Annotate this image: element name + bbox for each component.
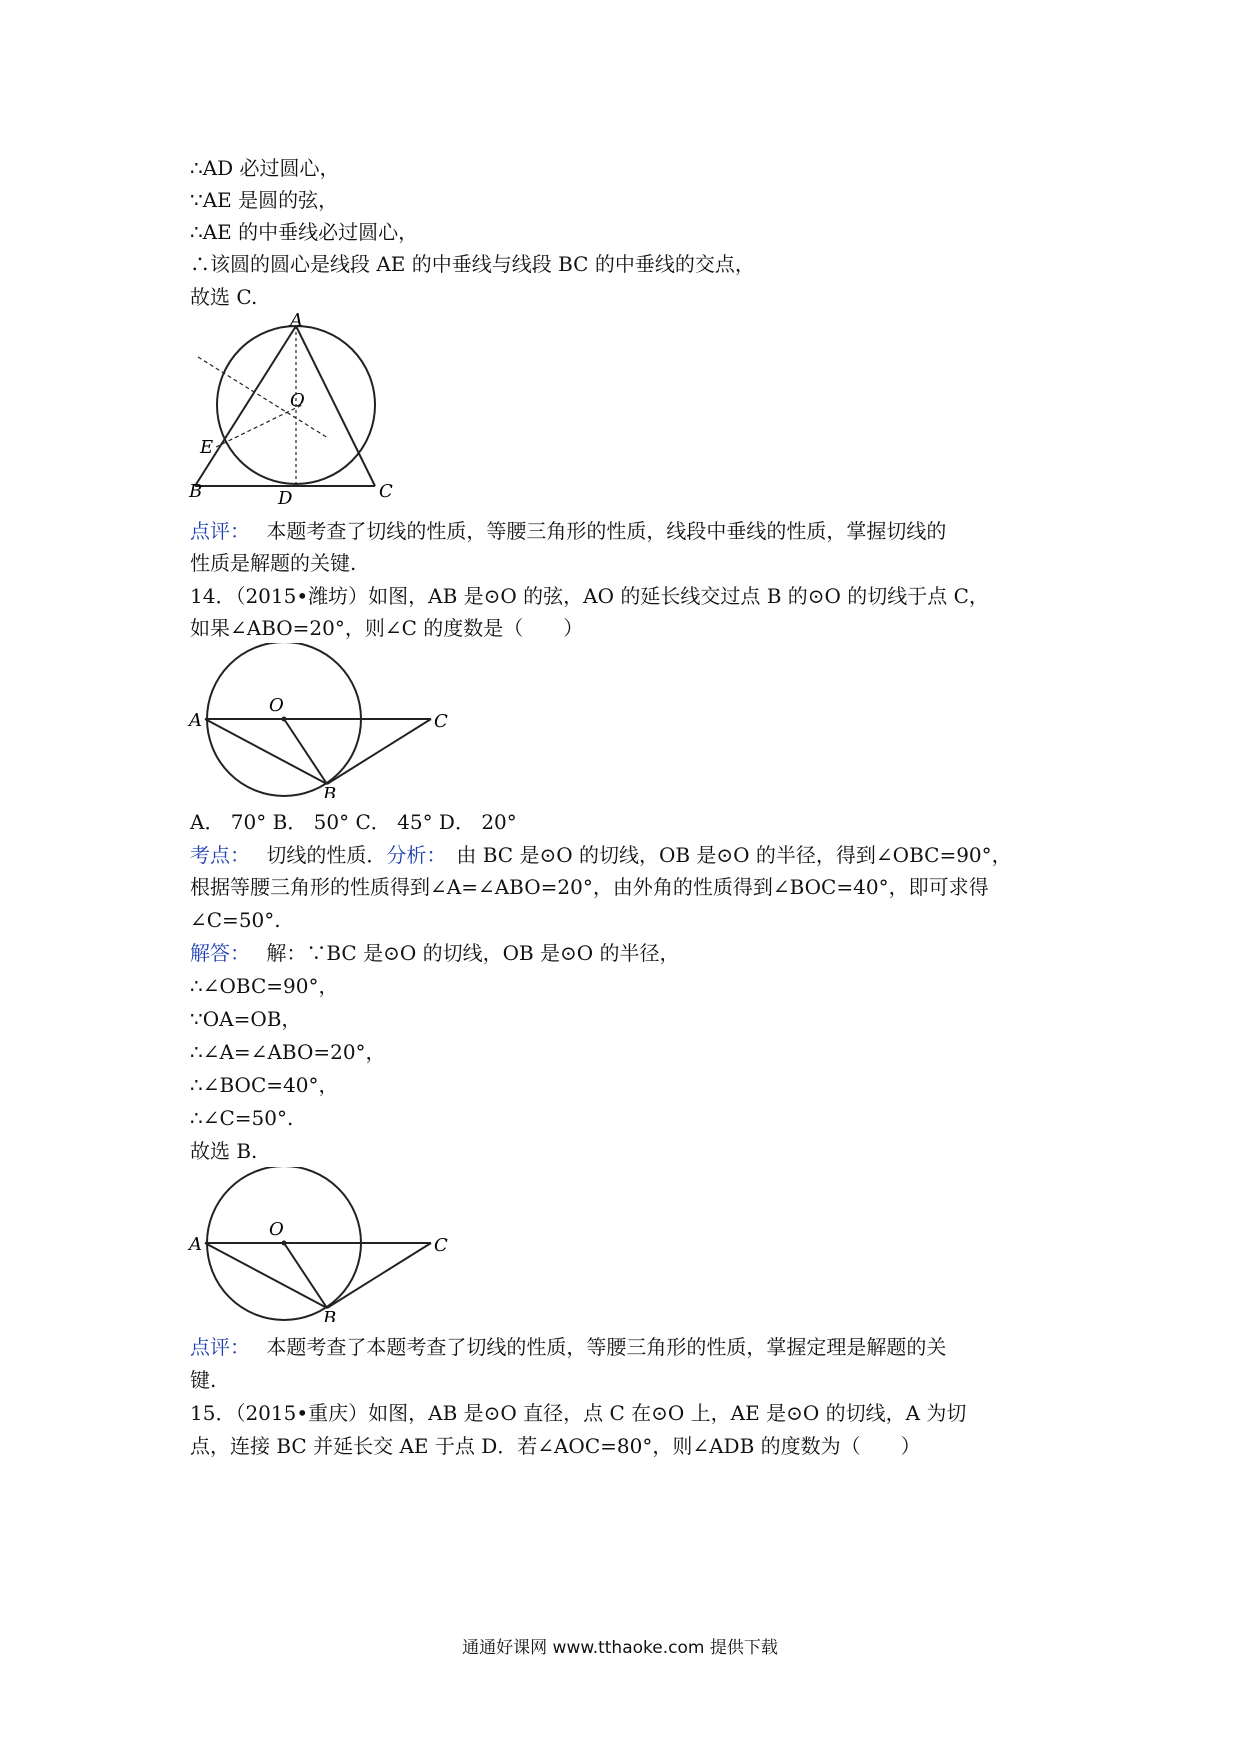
fenxi-label: 分析：	[386, 843, 437, 867]
q13-label-a: A	[290, 312, 303, 331]
q14-answer: 故选 B.	[190, 1139, 258, 1163]
q14-label-o: O	[269, 695, 284, 716]
q13-line-1: ∴AD 必过圆心，	[190, 156, 340, 180]
review-text: 本题考查了切线的性质，等腰三角形的性质，线段中垂线的性质，掌握切线的	[266, 519, 947, 543]
q13-review-line-2: 性质是解题的关键.	[190, 551, 357, 575]
q14-step-3: ∴∠A=∠ABO=20°，	[190, 1040, 386, 1064]
q14-analysis-line-3: ∠C=50°.	[190, 908, 281, 932]
q14-repeat-label-b: B	[323, 1308, 337, 1322]
q14-figure	[186, 643, 456, 802]
q14-step-1: ∴∠OBC=90°，	[190, 974, 339, 998]
q14-repeat-label-c: C	[434, 1235, 448, 1256]
review-label: 点评：	[190, 519, 240, 543]
review-label: 点评：	[190, 1335, 240, 1359]
q14-step-5: ∴∠C=50°.	[190, 1106, 294, 1130]
q14-review-line-1	[190, 1331, 946, 1363]
q14-figure-repeat	[186, 1167, 456, 1326]
review-text: 本题考查了本题考查了切线的性质，等腰三角形的性质，掌握定理是解题的关	[266, 1335, 947, 1359]
q13-label-e: E	[200, 437, 214, 458]
page-footer: 通通好课网 www.tthaoke.com 提供下载	[462, 1638, 778, 1658]
q14-analysis-line-2: 根据等腰三角形的性质得到∠A=∠ABO=20°，由外角的性质得到∠BOC=40°，即可求得	[190, 875, 989, 899]
q14-label-c: C	[434, 711, 448, 732]
q15-stem-line-2: 点，连接 BC 并延长交 AE 于点 D．若∠AOC=80°，则∠ADB 的度数为（ ）	[190, 1434, 921, 1458]
q14-analysis-line-1	[190, 839, 1012, 871]
q14-step-4: ∴∠BOC=40°，	[190, 1073, 339, 1097]
q13-label-c: C	[379, 481, 393, 502]
q14-options: A． 70° B． 50° C． 45° D． 20°	[190, 810, 517, 834]
q13-figure	[186, 312, 406, 512]
q13-answer: 故选 C.	[190, 285, 258, 309]
q14-repeat-label-o: O	[269, 1219, 284, 1240]
jieda-label: 解答：	[190, 941, 240, 965]
q13-line-2: ∵AE 是圆的弦，	[190, 188, 339, 212]
q14-stem-line-2: 如果∠ABO=20°，则∠C 的度数是（ ）	[190, 616, 584, 640]
q13-label-b: B	[189, 481, 203, 502]
kaodian-text: 切线的性质．	[266, 843, 387, 867]
q14-label-b: B	[323, 784, 337, 798]
q13-line-4: ∴该圆的圆心是线段 AE 的中垂线与线段 BC 的中垂线的交点，	[190, 252, 755, 276]
q14-repeat-label-a: A	[189, 1234, 202, 1255]
jieda-text: 解：∵BC 是⊙O 的切线，OB 是⊙O 的半径，	[266, 941, 680, 965]
q14-label-a: A	[189, 710, 202, 731]
q13-label-o: O	[290, 390, 305, 411]
q14-step-2: ∵OA=OB，	[190, 1007, 302, 1031]
kaodian-label: 考点：	[190, 843, 240, 867]
q15-stem-line-1: 15．（2015•重庆）如图，AB 是⊙O 直径，点 C 在⊙O 上，AE 是⊙O 的切线，A 为切	[190, 1401, 967, 1425]
q14-solution-line	[190, 937, 680, 969]
q13-label-d: D	[278, 488, 293, 508]
q14-review-line-2: 键.	[190, 1368, 217, 1392]
fenxi-text: 由 BC 是⊙O 的切线，OB 是⊙O 的半径，得到∠OBC=90°，	[456, 843, 1012, 867]
q14-stem-line-1: 14．（2015•潍坊）如图，AB 是⊙O 的弦，AO 的延长线交过点 B 的⊙O 的切线于点 C，	[190, 584, 989, 608]
q13-review-line-1	[190, 515, 946, 547]
q13-line-3: ∴AE 的中垂线必过圆心，	[190, 220, 419, 244]
